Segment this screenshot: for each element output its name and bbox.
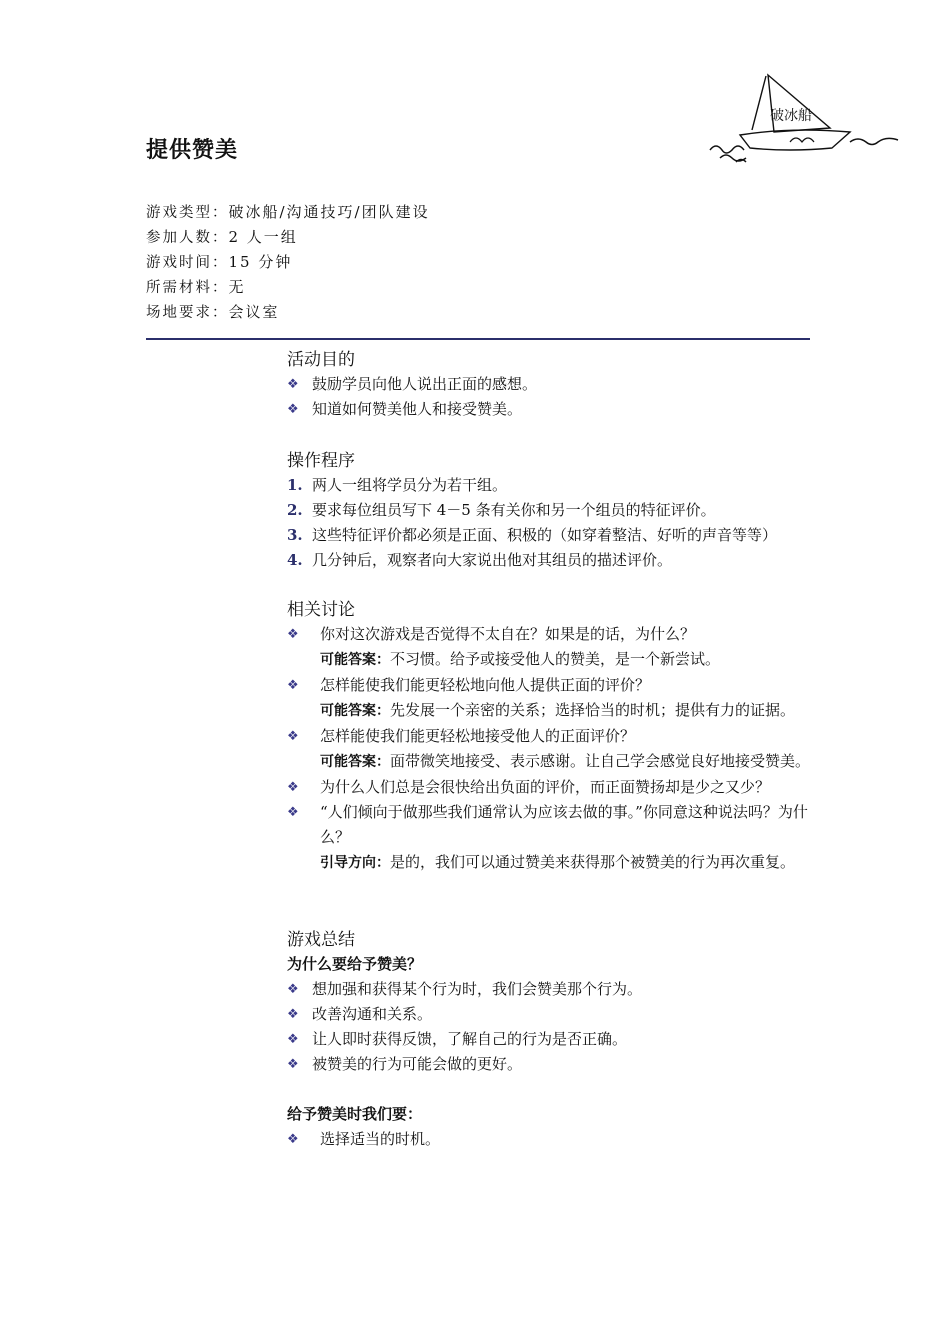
meta-row-people [146,225,430,250]
meta-row-time [146,250,430,275]
sailboat-icon [700,72,920,172]
question-item [287,800,822,850]
step-number: 2. [287,501,303,519]
step-text: 要求每位组员写下 4－5 条有关你和另一个组员的特征评价。 [312,501,716,519]
list-item [287,1027,822,1052]
discussion-list [287,775,822,850]
step-item [287,498,822,523]
list-item [287,372,822,397]
answer-text [320,698,822,724]
answer-body: 不习惯。给予或接受他人的赞美，是一个新尝试。 [390,650,721,668]
discussion-list [287,673,822,698]
answer-text [320,749,822,775]
answer-label: 可能答案： [320,652,390,668]
list-item-text: 选择适当的时机。 [320,1130,441,1148]
list-item [287,397,822,422]
meta-label: 场地要求： [146,305,229,321]
meta-value: 会议室 [228,303,280,321]
meta-label: 游戏时间： [146,255,229,271]
question-text: 怎样能使我们能更轻松地向他人提供正面的评价？ [320,676,651,694]
list-item-text: 被赞美的行为可能会做的更好。 [312,1055,523,1073]
answer-label: 引导方向： [320,855,390,871]
procedure-list [287,473,822,573]
how-list [287,1127,822,1152]
answer-label: 可能答案： [320,703,390,719]
question-text: “人们倾向于做那些我们通常认为应该去做的事。”你同意这种说法吗？为什么？ [320,803,808,846]
meta-label: 参加人数： [146,230,229,246]
section-title-summary: 游戏总结 [287,930,355,950]
main-content [287,348,822,1152]
discussion-list [287,622,822,647]
answer-body: 面带微笑地接受、表示感谢。让自己学会感觉良好地接受赞美。 [390,752,811,770]
page-title: 提供赞美 [146,138,239,163]
answer-label: 可能答案： [320,754,390,770]
list-item-text: 想加强和获得某个行为时，我们会赞美那个行为。 [312,980,643,998]
subsection-title-why: 为什么要给予赞美？ [287,955,423,973]
meta-label: 游戏类型： [146,205,229,221]
diamond-bullet-icon: ❖ [287,982,299,997]
meta-value: 无 [228,278,246,296]
list-item-text: 知道如何赞美他人和接受赞美。 [312,400,523,418]
step-item [287,523,822,548]
list-item [287,1002,822,1027]
question-item [287,775,822,800]
diamond-bullet-icon: ❖ [287,805,299,820]
step-text: 这些特征评价都必须是正面、积极的（如穿着整洁、好听的声音等等） [312,526,778,544]
step-item [287,548,822,573]
section-title-procedure: 操作程序 [287,451,355,471]
diamond-bullet-icon: ❖ [287,1032,299,1047]
meta-label: 所需材料： [146,280,229,296]
purpose-list [287,372,822,422]
question-text: 为什么人们总是会很快给出负面的评价，而正面赞扬却是少之又少？ [320,778,771,796]
step-number: 3. [287,526,303,544]
diamond-bullet-icon: ❖ [287,627,299,642]
question-text: 怎样能使我们能更轻松地接受他人的正面评价？ [320,727,636,745]
divider [146,338,810,340]
meta-value: 破冰船/沟通技巧/团队建设 [228,203,430,221]
diamond-bullet-icon: ❖ [287,377,299,392]
diamond-bullet-icon: ❖ [287,1057,299,1072]
list-item-text: 让人即时获得反馈，了解自己的行为是否正确。 [312,1030,628,1048]
list-item [287,977,822,1002]
meta-row-venue [146,300,430,325]
step-text: 两人一组将学员分为若干组。 [312,476,508,494]
step-item [287,473,822,498]
step-number: 1. [287,476,303,494]
section-title-purpose: 活动目的 [287,350,355,370]
diamond-bullet-icon: ❖ [287,678,299,693]
step-text: 几分钟后，观察者向大家说出他对其组员的描述评价。 [312,551,673,569]
diamond-bullet-icon: ❖ [287,1132,299,1147]
question-item [287,724,822,749]
game-info-list [146,200,430,325]
why-list [287,977,822,1077]
answer-body: 是的，我们可以通过赞美来获得那个被赞美的行为再次重复。 [390,853,796,871]
answer-text [320,647,822,673]
discussion-list [287,724,822,749]
answer-text [320,850,822,876]
diamond-bullet-icon: ❖ [287,1007,299,1022]
list-item-text: 改善沟通和关系。 [312,1005,433,1023]
icebreaker-logo [700,72,920,172]
section-title-discussion: 相关讨论 [287,600,355,620]
diamond-bullet-icon: ❖ [287,402,299,417]
diamond-bullet-icon: ❖ [287,729,299,744]
answer-body: 先发展一个亲密的关系；选择恰当的时机；提供有力的证据。 [390,701,796,719]
step-number: 4. [287,551,303,569]
subsection-title-how: 给予赞美时我们要： [287,1105,423,1123]
list-item [287,1052,822,1077]
meta-value: 15 分钟 [228,253,293,271]
question-item [287,673,822,698]
question-text: 你对这次游戏是否觉得不太自在？如果是的话，为什么？ [320,625,696,643]
list-item-text: 鼓励学员向他人说出正面的感想。 [312,375,538,393]
logo-text: 破冰船 [770,108,812,124]
list-item [287,1127,822,1152]
meta-row-materials [146,275,430,300]
question-item [287,622,822,647]
meta-value: 2 人一组 [228,228,298,246]
diamond-bullet-icon: ❖ [287,780,299,795]
meta-row-type [146,200,430,225]
